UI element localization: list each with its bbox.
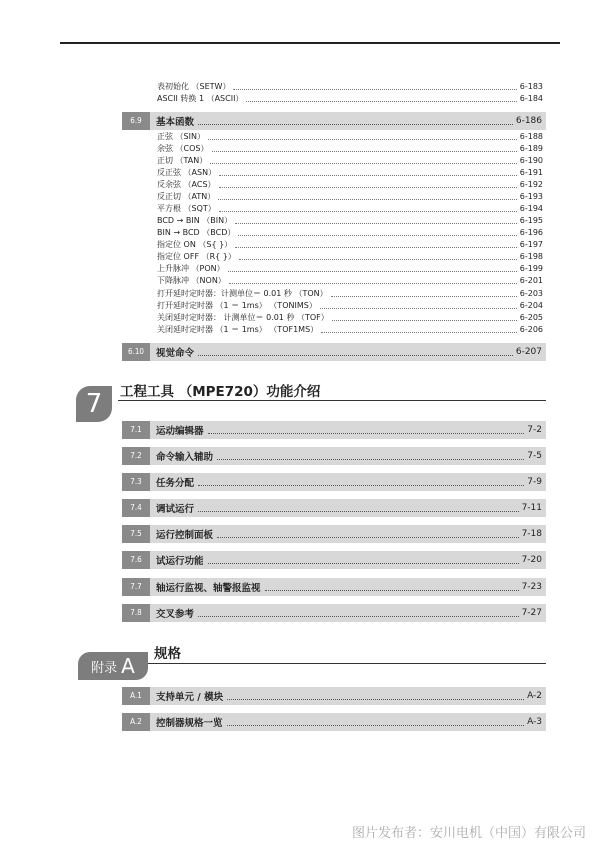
toc-section-7-2[interactable]: 7.2 命令输入辅助 7-5 (122, 447, 546, 465)
toc-entry[interactable]: 下降脉冲 （NON） 6-201 (157, 276, 543, 285)
toc-entry[interactable]: 正切 （TAN） 6-190 (157, 156, 543, 165)
toc-entry[interactable]: BIN → BCD （BCD） 6-196 (157, 228, 543, 237)
toc-entry[interactable]: 反正切 （ATN） 6-193 (157, 192, 543, 201)
chapter-title[interactable]: 工程工具 （MPE720）功能介绍 (120, 384, 321, 400)
toc-section-7-6[interactable]: 7.6 试运行功能 7-20 (122, 551, 546, 569)
watermark-credit: 图片发布者：安川电机（中国）有限公司 (351, 826, 586, 841)
toc-entry[interactable]: 指定位 OFF （R{ }） 6-198 (157, 252, 543, 261)
toc-entry[interactable]: 余弦 （COS） 6-189 (157, 144, 543, 153)
toc-entry[interactable]: BCD → BIN （BIN） 6-195 (157, 216, 543, 225)
toc-section-7-1[interactable]: 7.1 运动编辑器 7-2 (122, 421, 546, 439)
appendix-title[interactable]: 规格 (154, 646, 181, 662)
toc-section-a-2[interactable]: A.2 控制器规格一览 A-3 (122, 713, 546, 731)
toc-section-a-1[interactable]: A.1 支持单元 / 模块 A-2 (122, 687, 546, 705)
toc-section-6-9[interactable]: 6.9 基本函数 6-186 (122, 112, 546, 130)
toc-section-7-8[interactable]: 7.8 交叉参考 7-27 (122, 604, 546, 622)
toc-section-6-10[interactable]: 6.10 视觉命令 6-207 (122, 343, 546, 361)
toc-entry[interactable]: 反正弦 （ASN） 6-191 (157, 168, 543, 177)
toc-section-7-7[interactable]: 7.7 轴运行监视、轴警报监视 7-23 (122, 578, 546, 596)
toc-entry[interactable]: ASCII 转换 1 （ASCII） 6-184 (157, 94, 543, 103)
toc-entry[interactable]: 打开延时定时器 （1 ＝ 1ms） （TONIMS） 6-204 (157, 301, 543, 310)
toc-entry[interactable]: 反余弦 （ACS） 6-192 (157, 180, 543, 189)
toc-entry[interactable]: 关闭延时定时器： 计测单位＝ 0.01 秒 （TOF） 6-205 (157, 313, 543, 322)
toc-entry[interactable]: 平方根 （SQT） 6-194 (157, 204, 543, 213)
toc-entry[interactable]: 指定位 ON （S{ }） 6-197 (157, 240, 543, 249)
toc-entry[interactable]: 上升脉冲 （PON） 6-199 (157, 264, 543, 273)
header-rule (60, 42, 560, 44)
toc-entry[interactable]: 正弦 （SIN） 6-188 (157, 132, 543, 141)
appendix-badge: 附录 A (78, 652, 148, 680)
chapter-number-badge: 7 (76, 386, 112, 422)
toc-entry[interactable]: 表初始化 （SETW） 6-183 (157, 82, 543, 91)
toc-entry[interactable]: 关闭延时定时器 （1 ＝ 1ms） （TOF1MS） 6-206 (157, 325, 543, 334)
toc-entry[interactable]: 打开延时定时器：计测单位＝ 0.01 秒 （TON） 6-203 (157, 289, 543, 298)
chapter-rule (118, 400, 546, 401)
toc-section-7-5[interactable]: 7.5 运行控制面板 7-18 (122, 525, 546, 543)
toc-section-7-4[interactable]: 7.4 调试运行 7-11 (122, 499, 546, 517)
toc-section-7-3[interactable]: 7.3 任务分配 7-9 (122, 473, 546, 491)
appendix-rule (148, 663, 546, 664)
